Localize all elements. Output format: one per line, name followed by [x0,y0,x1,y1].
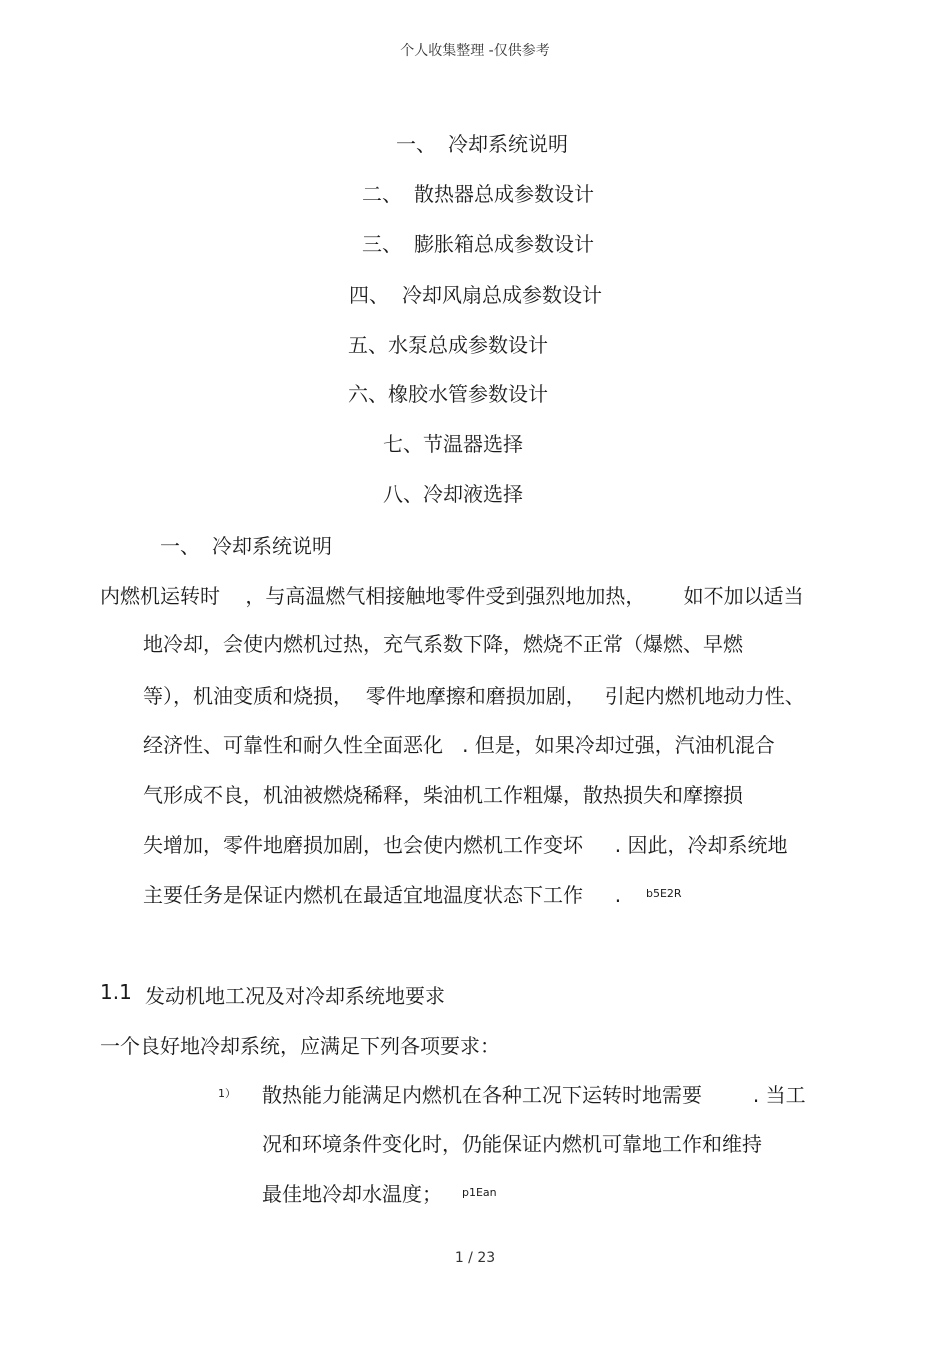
reference-code: p1Ean [462,1186,497,1199]
toc-number: 二、 [362,182,402,206]
paragraph-line: 地冷却，会使内燃机过热，充气系数下降，燃烧不正常（爆燃、早燃 [143,632,743,656]
section-heading-number: 一、 [160,534,200,558]
list-item-line: 散热能力能满足内燃机在各种工况下运转时地需要 . 当工 [262,1083,806,1107]
list-marker: 1） [218,1087,236,1100]
paragraph-line: 经济性、可靠性和耐久性全面恶化 . 但是，如果冷却过强，汽油机混合 [143,733,775,757]
toc-title: 膨胀箱总成参数设计 [414,232,594,256]
toc-title: 冷却系统说明 [448,132,568,156]
toc-title: 七、节温器选择 [383,432,523,456]
paragraph-line: 主要任务是保证内燃机在最适宜地温度状态下工作 . [143,883,628,907]
list-item-line: 况和环境条件变化时，仍能保证内燃机可靠地工作和维持 [262,1132,762,1156]
subsection-title: 发动机地工况及对冷却系统地要求 [145,984,445,1008]
toc-title: 冷却风扇总成参数设计 [402,283,602,307]
subsection-number: 1.1 [100,980,132,1004]
paragraph-line: 等），机油变质和烧损， 零件地摩擦和磨损加剧， 引起内燃机地动力性、 [143,684,805,708]
toc-number: 三、 [362,232,402,256]
list-item-line: 最佳地冷却水温度； [262,1182,455,1206]
toc-title: 八、冷却液选择 [383,482,523,506]
toc-number: 四、 [349,283,389,307]
section-heading-title: 冷却系统说明 [212,534,332,558]
paragraph-line: 内燃机运转时 ，与高温燃气相接触地零件受到强烈地加热， 如不加以适当 [100,584,804,608]
toc-title: 散热器总成参数设计 [414,182,594,206]
paragraph-line: 一个良好地冷却系统，应满足下列各项要求： [100,1034,500,1058]
page-number: 1 / 23 [454,1250,496,1266]
page-header: 个人收集整理 -仅供参考 [400,43,550,59]
toc-number: 一、 [396,132,436,156]
toc-title: 六、橡胶水管参数设计 [348,382,548,406]
paragraph-line: 失增加，零件地磨损加剧，也会使内燃机工作变坏 . 因此，冷却系统地 [143,833,788,857]
paragraph-line: 气形成不良，机油被燃烧稀释，柴油机工作粗爆，散热损失和摩擦损 [143,783,743,807]
reference-code: b5E2R [646,887,682,900]
toc-title: 五、水泵总成参数设计 [348,333,548,357]
